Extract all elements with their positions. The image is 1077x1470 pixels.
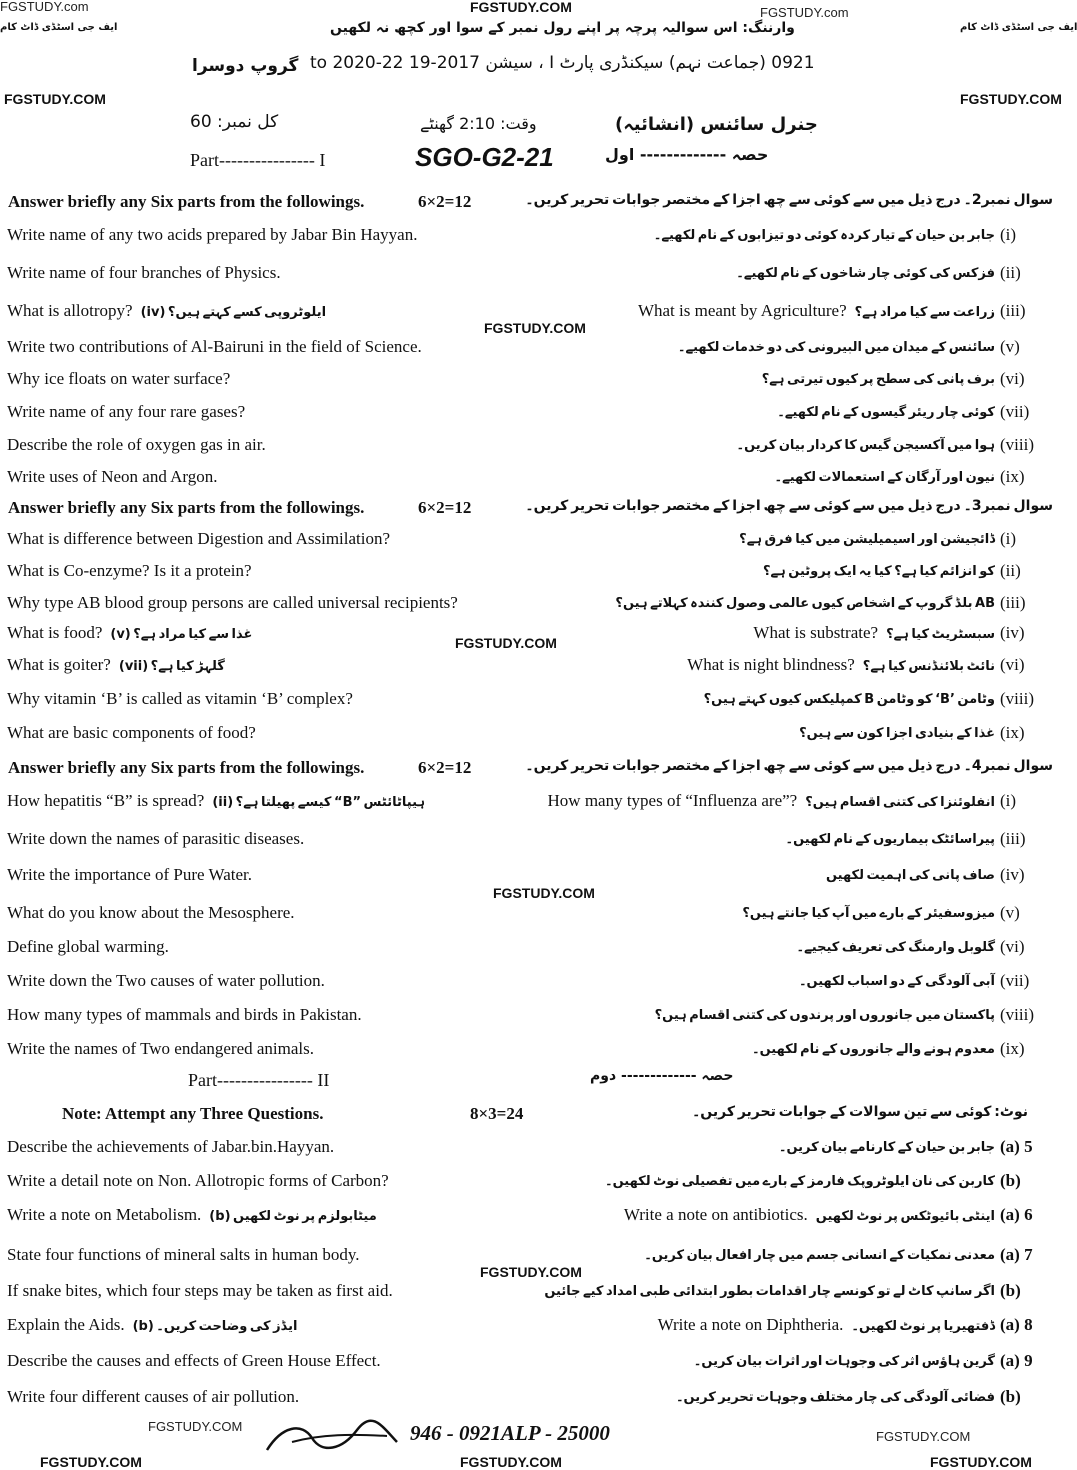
question-text-en <box>7 594 458 612</box>
question-text-en <box>7 403 245 421</box>
question-en-right: Write a note on Diphtheria. <box>657 1315 844 1334</box>
question-item <box>0 264 1053 294</box>
question-item <box>0 624 1053 654</box>
question-number: (ii) <box>1000 561 1021 580</box>
question-text-ur <box>763 562 995 581</box>
q3-heading-en: Answer briefly any Six parts from the followings. <box>8 498 365 517</box>
question-text-en <box>7 656 225 676</box>
question-ur: نیون اور آرگان کے استعمالات لکھیے۔ <box>774 470 995 485</box>
question-number: (i) <box>1000 225 1017 244</box>
question-ur: فضائی آلودگی کی چار مختلف وجوہات تحریر کریں۔ <box>675 1390 995 1405</box>
time-label: وقت: 2:10 گھنٹے <box>420 114 537 133</box>
question-en: What is Co-enzyme? Is it a protein? <box>7 561 252 580</box>
question-item <box>0 690 1053 720</box>
part-two-marks: 8×3=24 <box>470 1104 524 1123</box>
watermark: FGSTUDY.com <box>0 0 89 14</box>
question-ur: وٹامن ’B‘ کو وٹامن B کمپلیکس کیوں کہتے ہیں؟ <box>703 692 995 707</box>
question-en: Write four different causes of air pollution. <box>7 1387 300 1406</box>
question-text-ur <box>544 1282 995 1301</box>
question-text-en <box>7 1246 360 1264</box>
watermark: FGSTUDY.com <box>760 5 849 20</box>
question-text-en <box>7 938 169 956</box>
question-number: (a) 8 <box>1000 1315 1033 1334</box>
question-ur: انفلوئنزا کی کتنی اقسام ہیں؟ <box>805 795 995 810</box>
question-ur: گرین ہاؤس اثر کی وجوہات اور اثرات بیان کریں۔ <box>693 1354 995 1369</box>
question-text-en <box>7 226 417 244</box>
question-en: What is difference between Digestion and Assimilation? <box>7 529 391 548</box>
q3-heading-ur: سوال نمبر3۔ درج ذیل میں سے کوئی سے چھ اجزا کے مختصر جوابات تحریر کریں۔ <box>525 498 1053 514</box>
question-text-ur <box>658 1316 995 1336</box>
question-ur: ڈفتھیریا پر نوٹ لکھیں۔ <box>851 1319 995 1334</box>
question-text-ur <box>777 403 995 422</box>
question-ur: سائنس کے میدان میں البیرونی کی دو خدمات لکھیے۔ <box>677 340 995 355</box>
question-en: Describe the causes and effects of Green House Effect. <box>7 1351 381 1370</box>
watermark: FGSTUDY.COM <box>484 320 586 336</box>
question-ur: کاربن کی نان ایلوٹروپک فارمز کے بارے میں تفصیلی نوٹ لکھیں۔ <box>604 1174 995 1189</box>
question-number: (viii) <box>1000 1005 1034 1024</box>
question-item <box>0 302 1053 332</box>
watermark: FGSTUDY.COM <box>148 1419 243 1434</box>
question-ur: اگر سانپ کاٹ لے تو کونسے چار اقدامات بطور ابتدائی طبی امداد کیے جائیں <box>544 1284 995 1299</box>
question-en: Why type AB blood group persons are called universal recipients? <box>7 593 458 612</box>
question-number: (b) <box>1000 1171 1021 1190</box>
question-en: Write the importance of Pure Water. <box>7 865 252 884</box>
question-number: (vi) <box>1000 369 1025 388</box>
q4-heading-en: Answer briefly any Six parts from the followings. <box>8 758 365 777</box>
question-text-en <box>7 1138 334 1156</box>
paper-id: SGO-G2-21 <box>415 142 554 172</box>
question-number: (a) 7 <box>1000 1245 1033 1264</box>
warning-text: وارننگ: اس سوالیہ پرچہ پر اپنے رول نمبر کے سوا اور کچھ نہ لکھیں <box>330 20 795 36</box>
question-text-ur <box>752 1040 995 1059</box>
question-text-en <box>7 1282 393 1300</box>
question-en: What is goiter? <box>7 655 111 674</box>
question-text-en <box>7 370 230 388</box>
question-text-ur <box>704 690 995 709</box>
question-text-en <box>7 264 281 282</box>
question-text-ur <box>624 1206 995 1226</box>
question-text-ur <box>678 338 995 357</box>
question-item <box>0 1206 1053 1236</box>
question-number: (i) <box>1000 529 1017 548</box>
question-text-ur <box>548 792 995 812</box>
watermark: ایف جی اسٹڈی ڈاٹ کام <box>0 22 118 33</box>
watermark: FGSTUDY.COM <box>4 91 106 107</box>
question-text-en <box>7 690 353 708</box>
question-ur: برف پانی کی سطح پر کیوں تیرتی ہے؟ <box>761 372 995 387</box>
watermark: ایف جی اسٹڈی ڈاٹ کام <box>960 22 1077 33</box>
watermark: FGSTUDY.COM <box>930 1454 1032 1470</box>
question-text-en <box>7 830 304 848</box>
question-item <box>0 1006 1053 1036</box>
question-number: (viii) <box>1000 689 1034 708</box>
q4-marks: 6×2=12 <box>418 758 472 777</box>
question-number: (iv) <box>1000 623 1025 642</box>
part-two-label: Part---------------- II <box>188 1070 330 1090</box>
question-text-ur <box>742 904 995 923</box>
question-text-ur <box>644 1246 995 1265</box>
question-en: Write two contributions of Al-Bairuni in the field of Science. <box>7 337 422 356</box>
question-ur: ہوا میں آکسیجن گیس کا کردار بیان کریں۔ <box>736 438 995 453</box>
question-en-right: How many types of “Influenza are”? <box>547 791 798 810</box>
question-text-en <box>7 302 326 322</box>
question-en: Write a note on Metabolism. <box>7 1205 202 1224</box>
question-item <box>0 1316 1053 1346</box>
question-text-ur <box>736 436 995 455</box>
question-item <box>0 226 1053 256</box>
question-ur: آبی آلودگی کے دو اسباب لکھیں۔ <box>798 974 995 989</box>
question-item <box>0 562 1053 592</box>
question-item <box>0 724 1053 754</box>
question-item <box>0 338 1053 368</box>
question-number: (ix) <box>1000 723 1025 742</box>
question-en-right: Write a note on antibiotics. <box>623 1205 808 1224</box>
question-en: Write the names of Two endangered animals. <box>7 1039 315 1058</box>
question-number: (ix) <box>1000 1039 1025 1058</box>
watermark: FGSTUDY.COM <box>40 1454 142 1470</box>
question-text-en <box>7 468 218 486</box>
question-en: Define global warming. <box>7 937 169 956</box>
question-number: (b) <box>1000 1281 1021 1300</box>
question-en: Write name of any four rare gases? <box>7 402 246 421</box>
question-text-ur <box>654 226 995 245</box>
watermark: FGSTUDY.COM <box>480 1264 582 1280</box>
question-item <box>0 436 1053 466</box>
question-item <box>0 830 1053 860</box>
question-en: Write uses of Neon and Argon. <box>7 467 218 486</box>
question-text-en <box>7 1172 389 1190</box>
question-ur: سبسٹریٹ کیا ہے؟ <box>886 627 995 642</box>
question-item <box>0 972 1053 1002</box>
question-text-en <box>7 1040 314 1058</box>
question-text-en <box>7 1352 381 1370</box>
question-text-ur <box>739 530 995 549</box>
q4-heading-ur: سوال نمبر4۔ درج ذیل میں سے کوئی سے چھ اجزا کے مختصر جوابات تحریر کریں۔ <box>525 758 1053 774</box>
question-ur: غذا کے بنیادی اجزا کون سے ہیں؟ <box>799 726 995 741</box>
question-text-ur <box>736 264 995 283</box>
question-number: (vii) <box>1000 971 1030 990</box>
question-item <box>0 938 1053 968</box>
part-two-note-en: Note: Attempt any Three Questions. <box>62 1104 324 1123</box>
question-ur: اینٹی بائیوٹکس پر نوٹ لکھیں <box>815 1209 995 1224</box>
subject-title: جنرل سائنس (انشائیہ) <box>615 114 818 135</box>
part-two-urdu: حصہ ------------- دوم <box>590 1068 734 1084</box>
question-text-ur <box>826 866 995 885</box>
question-text-ur <box>779 1138 995 1157</box>
question-text-en <box>7 1206 377 1226</box>
question-en: How many types of mammals and birds in Pakistan. <box>7 1005 362 1024</box>
question-item <box>0 468 1053 498</box>
signature <box>262 1418 402 1454</box>
question-ur-inline: میٹابولزم پر نوٹ لکھیں (b) <box>209 1209 377 1224</box>
question-item <box>0 594 1053 624</box>
question-text-en <box>7 904 295 922</box>
watermark: FGSTUDY.COM <box>493 885 595 901</box>
question-number: (b) <box>1000 1387 1021 1406</box>
question-item <box>0 904 1053 934</box>
question-en: Write a detail note on Non. Allotropic forms of Carbon? <box>7 1171 389 1190</box>
question-text-en <box>7 338 422 356</box>
question-ur-inline: ایڈز کی وضاحت کریں۔ (b) <box>132 1319 298 1334</box>
question-en: Describe the achievements of Jabar.bin.Hayyan. <box>7 1137 335 1156</box>
question-ur: فزکس کی کوئی چار شاخوں کے نام لکھیے۔ <box>736 266 995 281</box>
question-number: (vi) <box>1000 655 1025 674</box>
watermark: FGSTUDY.COM <box>460 1454 562 1470</box>
question-en: What are basic components of food? <box>7 723 256 742</box>
question-ur: ڈائجیشن اور اسیمیلیشن میں کیا فرق ہے؟ <box>739 532 995 547</box>
question-en: What is food? <box>7 623 103 642</box>
question-number: (i) <box>1000 791 1017 810</box>
question-en-right: What is night blindness? <box>687 655 855 674</box>
q2-heading-en: Answer briefly any Six parts from the followings. <box>8 192 365 211</box>
question-en: How hepatitis “B” is spread? <box>7 791 205 810</box>
question-text-ur <box>694 1352 995 1371</box>
question-text-en <box>7 624 252 644</box>
question-text-en <box>7 530 390 548</box>
question-ur: معدوم ہونے والے جانوروں کے نام لکھیں۔ <box>751 1042 995 1057</box>
question-number: (iii) <box>1000 301 1026 320</box>
question-text-ur <box>762 370 995 389</box>
question-number: (iii) <box>1000 829 1026 848</box>
question-number: (vii) <box>1000 402 1030 421</box>
question-text-ur <box>687 656 995 676</box>
question-en: Why vitamin ‘B’ is called as vitamin ‘B’ complex? <box>7 689 353 708</box>
question-number: (a) 5 <box>1000 1137 1033 1156</box>
watermark: FGSTUDY.COM <box>876 1429 971 1444</box>
question-ur-inline: ہیپاٹائٹس ”B“ کیسے پھیلتا ہے؟ (ii) <box>212 795 425 810</box>
question-ur: کو انزائم کیا ہے؟ کیا یہ ایک پروٹین ہے؟ <box>762 564 995 579</box>
question-ur: میزوسفیئر کے بارے میں آپ کیا جانتے ہیں؟ <box>742 906 995 921</box>
question-ur: زراعت سے کیا مراد ہے؟ <box>854 305 995 320</box>
question-ur: کوئی چار ریئر گیسوں کے نام لکھیے۔ <box>777 405 995 420</box>
question-en: If snake bites, which four steps may be taken as first aid. <box>7 1281 393 1300</box>
watermark: FGSTUDY.COM <box>470 0 572 15</box>
question-ur-inline: غذا سے کیا مراد ہے؟ (v) <box>110 627 253 642</box>
question-item <box>0 370 1053 400</box>
question-number: (iv) <box>1000 865 1025 884</box>
question-item <box>0 403 1053 433</box>
question-en: Explain the Aids. <box>7 1315 125 1334</box>
group-label: گروپ دوسرا <box>192 56 299 76</box>
q3-marks: 6×2=12 <box>418 498 472 517</box>
question-item <box>0 1172 1053 1202</box>
question-item <box>0 1352 1053 1382</box>
question-ur: جابر بن حیان کے تیار کردہ کوئی دو تیزابوں کے نام لکھیے۔ <box>653 228 995 243</box>
question-en: Write name of four branches of Physics. <box>7 263 281 282</box>
footer-code: 946 - 0921ALP - 25000 <box>410 1421 610 1445</box>
question-text-en <box>7 866 252 884</box>
question-text-en <box>7 972 325 990</box>
question-ur: گلوبل وارمنگ کی تعریف کیجیے۔ <box>796 940 995 955</box>
question-ur: صاف پانی کی اہمیت لکھیں <box>825 868 995 883</box>
question-ur: پاکستان میں جانوروں اور پرندوں کی کتنی اقسام ہیں؟ <box>654 1008 995 1023</box>
question-number: (iii) <box>1000 593 1026 612</box>
question-text-en <box>7 1388 299 1406</box>
question-text-ur <box>605 1172 995 1191</box>
question-text-en <box>7 1006 362 1024</box>
question-text-ur <box>638 302 995 322</box>
question-text-ur <box>774 468 995 487</box>
question-item <box>0 866 1053 896</box>
question-item <box>0 1282 1053 1312</box>
question-number: (vi) <box>1000 937 1025 956</box>
q2-heading-ur: سوال نمبر2۔ درج ذیل میں سے کوئی سے چھ اجزا کے مختصر جوابات تحریر کریں۔ <box>525 192 1053 208</box>
question-item <box>0 1246 1053 1276</box>
question-number: (a) 6 <box>1000 1205 1033 1224</box>
question-ur-inline: گلہڑ کیا ہے؟ (vii) <box>118 659 225 674</box>
question-en: Write down the Two causes of water pollution. <box>7 971 325 990</box>
question-en: Describe the role of oxygen gas in air. <box>7 435 266 454</box>
question-ur: جابر بن حیان کے کارنامے بیان کریں۔ <box>778 1140 995 1155</box>
question-text-ur <box>799 972 995 991</box>
question-item <box>0 1388 1053 1418</box>
question-text-ur <box>676 1388 995 1407</box>
part-one-label: Part---------------- I <box>190 150 326 170</box>
question-en: What is allotropy? <box>7 301 133 320</box>
q2-marks: 6×2=12 <box>418 192 472 211</box>
watermark: FGSTUDY.COM <box>455 635 557 651</box>
question-item <box>0 1138 1053 1168</box>
question-text-ur <box>799 724 995 743</box>
question-item <box>0 656 1053 686</box>
question-text-en <box>7 1316 297 1336</box>
question-text-en <box>7 724 256 742</box>
question-item <box>0 530 1053 560</box>
question-item <box>0 1040 1053 1070</box>
question-en-right: What is substrate? <box>753 623 879 642</box>
question-text-en <box>7 562 252 580</box>
question-ur-inline: ایلوٹروپی کسے کہتے ہیں؟ (iv) <box>140 305 327 320</box>
question-number: (ix) <box>1000 467 1025 486</box>
total-marks: کل نمبر: 60 <box>190 112 279 132</box>
question-text-en <box>7 792 425 812</box>
question-number: (ii) <box>1000 263 1021 282</box>
question-en: Write name of any two acids prepared by Jabar Bin Hayyan. <box>7 225 418 244</box>
question-en: Write down the names of parasitic diseases. <box>7 829 305 848</box>
watermark: FGSTUDY.COM <box>960 91 1062 107</box>
question-text-ur <box>785 830 995 849</box>
question-ur: AB بلڈ گروپ کے اشخاص کیوں عالمی وصول کنندہ کہلاتے ہیں؟ <box>615 596 995 611</box>
question-number: (v) <box>1000 903 1020 922</box>
part-one-urdu: حصہ ------------- اول <box>605 145 769 164</box>
question-ur: پیراسائٹک بیماریوں کے نام لکھیں۔ <box>785 832 995 847</box>
part-two-note-ur: نوٹ: کوئی سے تین سوالات کے جوابات تحریر کریں۔ <box>692 1104 1028 1120</box>
question-en-right: What is meant by Agriculture? <box>637 301 847 320</box>
question-number: (v) <box>1000 337 1020 356</box>
question-text-ur <box>797 938 995 957</box>
question-item <box>0 792 1053 822</box>
question-number: (a) 9 <box>1000 1351 1033 1370</box>
question-ur: معدنی نمکیات کے انسانی جسم میں چار افعال بیان کریں۔ <box>644 1248 995 1263</box>
question-en: Why ice floats on water surface? <box>7 369 231 388</box>
question-en: State four functions of mineral salts in human body. <box>7 1245 360 1264</box>
question-text-ur <box>753 624 995 644</box>
question-en: What do you know about the Mesosphere. <box>7 903 295 922</box>
question-text-en <box>7 436 266 454</box>
question-text-ur <box>655 1006 995 1025</box>
question-ur: نائٹ بلائنڈنس کیا ہے؟ <box>862 659 995 674</box>
question-text-ur <box>615 594 995 613</box>
question-number: (viii) <box>1000 435 1034 454</box>
paper-code-line: 0921 (جماعت نہم) سیکنڈری پارٹ I ، سیشن 2017-19 to 2020-22 <box>310 53 815 73</box>
